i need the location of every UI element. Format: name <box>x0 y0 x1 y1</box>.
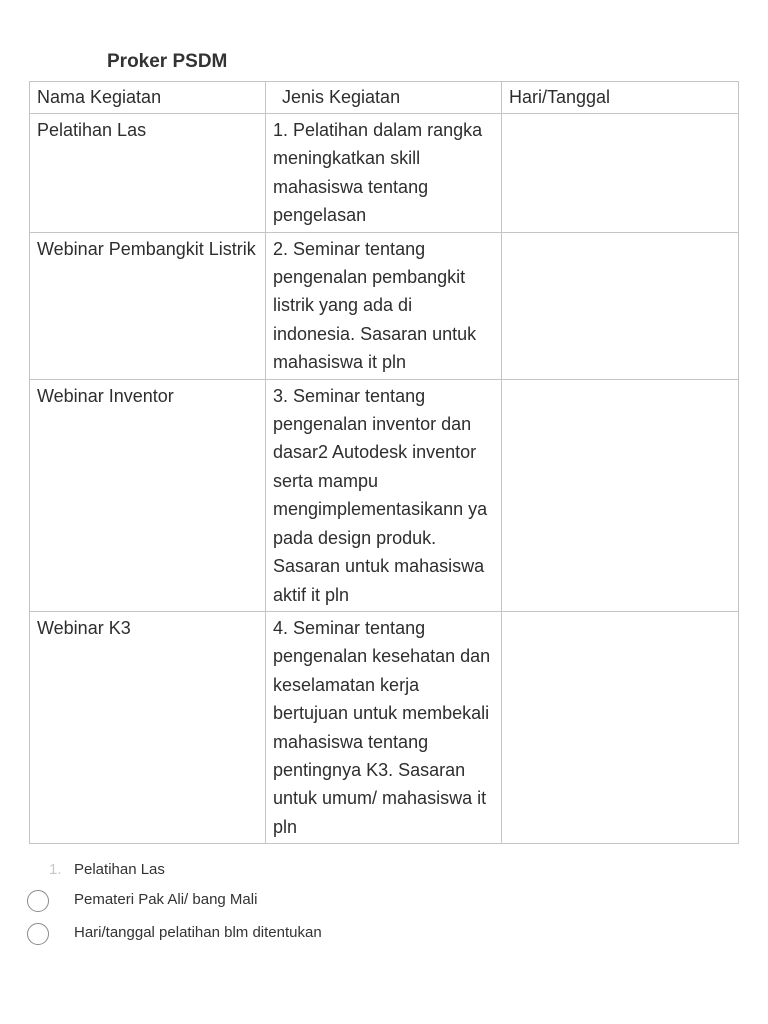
table-row <box>30 232 739 379</box>
list-item-text: Pelatihan Las <box>74 861 165 878</box>
cell-hari-tanggal <box>502 232 739 379</box>
checklist-item <box>0 886 768 916</box>
document-title: Proker PSDM <box>107 51 228 72</box>
cell-jenis-kegiatan: 2. Seminar tentang pengenalan pembangkit listrik yang ada di indonesia. Sasaran untuk mahasiswa it pln <box>266 232 502 379</box>
checkbox-circle-icon[interactable] <box>27 890 49 912</box>
proker-table <box>29 81 739 844</box>
checkbox-circle-icon[interactable] <box>27 923 49 945</box>
cell-hari-tanggal <box>502 611 739 843</box>
cell-hari-tanggal <box>502 114 739 233</box>
table-header-row <box>30 82 739 114</box>
list-number: 1. <box>49 861 62 878</box>
checklist-item-text: Pemateri Pak Ali/ bang Mali <box>74 891 258 908</box>
header-jenis-kegiatan: Jenis Kegiatan <box>266 82 502 114</box>
table-row <box>30 611 739 843</box>
numbered-list-item <box>0 856 768 886</box>
cell-hari-tanggal <box>502 379 739 611</box>
cell-jenis-kegiatan: 4. Seminar tentang pengenalan kesehatan dan keselamatan kerja bertujuan untuk membekali mahasiswa tentang pentingnya K3. Sasaran untuk umum/ mahasiswa it pln <box>266 611 502 843</box>
table-row <box>30 114 739 233</box>
checklist-item <box>0 919 768 949</box>
checklist-item-text: Hari/tanggal pelatihan blm ditentukan <box>74 924 322 941</box>
cell-nama-kegiatan: Webinar K3 <box>30 611 266 843</box>
cell-nama-kegiatan: Webinar Inventor <box>30 379 266 611</box>
header-hari-tanggal: Hari/Tanggal <box>502 82 739 114</box>
cell-jenis-kegiatan: 1. Pelatihan dalam rangka meningkatkan skill mahasiswa tentang pengelasan <box>266 114 502 233</box>
cell-nama-kegiatan: Webinar Pembangkit Listrik <box>30 232 266 379</box>
table-row <box>30 379 739 611</box>
header-nama-kegiatan: Nama Kegiatan <box>30 82 266 114</box>
cell-jenis-kegiatan: 3. Seminar tentang pengenalan inventor dan dasar2 Autodesk inventor serta mampu mengimplementasikann ya pada design produk. Sasaran untuk mahasiswa aktif it pln <box>266 379 502 611</box>
cell-nama-kegiatan: Pelatihan Las <box>30 114 266 233</box>
